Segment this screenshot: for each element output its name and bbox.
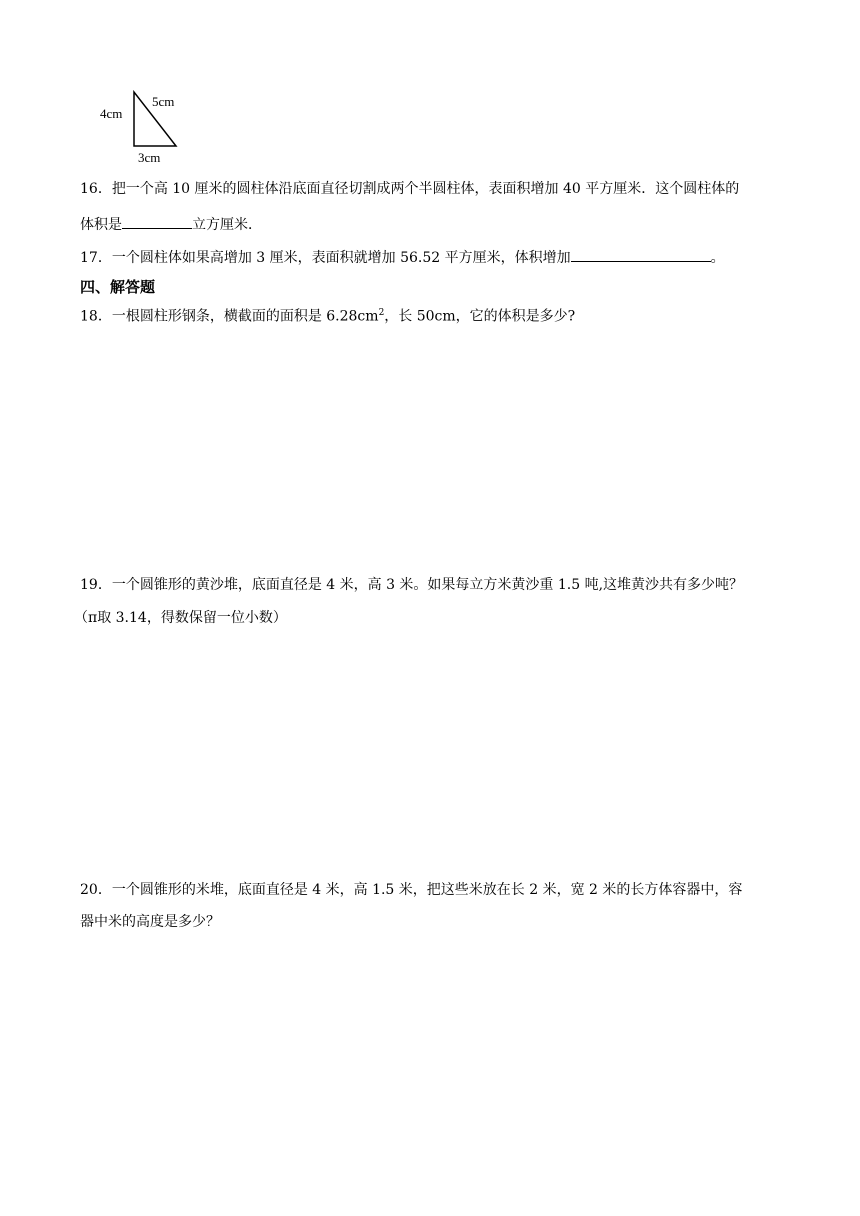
question-17-prefix: 17．一个圆柱体如果高增加 3 厘米，表面积就增加 56.52 平方厘米，体积增加 — [80, 250, 571, 266]
question-16-prefix: 体积是 — [80, 217, 122, 233]
question-19-line-2: （π取 3.14，得数保留一位小数） — [74, 610, 287, 626]
answer-blank-17[interactable] — [571, 247, 711, 262]
label-height: 4cm — [100, 106, 123, 121]
answer-blank-16[interactable] — [122, 214, 192, 229]
question-16-suffix: 立方厘米． — [192, 217, 262, 233]
label-base: 3cm — [138, 150, 161, 165]
label-hypotenuse: 5cm — [152, 94, 175, 109]
section-title: 四、解答题 — [80, 278, 156, 296]
question-18-prefix: 18．一根圆柱形钢条，横截面的面积是 6.28cm — [80, 308, 379, 325]
question-18-superscript: 2 — [378, 308, 385, 318]
triangle-figure — [96, 86, 196, 166]
question-16-line-2 — [80, 214, 262, 235]
question-18-suffix: ，长 50cm，它的体积是多少? — [384, 308, 576, 325]
question-17-suffix: 。 — [710, 250, 725, 266]
question-20-line-1: 20．一个圆锥形的米堆，底面直径是 4 米，高 1.5 米，把这些米放在长 2 米，宽 2 米的长方体容器中，容 — [80, 882, 743, 898]
question-18 — [80, 303, 575, 327]
question-19-line-1: 19．一个圆锥形的黄沙堆，底面直径是 4 米，高 3 米。如果每立方米黄沙重 1.5 吨,这堆黄沙共有多少吨？ — [80, 577, 744, 593]
question-20-line-2: 器中米的高度是多少？ — [80, 914, 220, 930]
question-17 — [80, 247, 725, 268]
question-16-line-1: 16．把一个高 10 厘米的圆柱体沿底面直径切割成两个半圆柱体，表面积增加 40 平方厘米．这个圆柱体的 — [80, 181, 740, 197]
